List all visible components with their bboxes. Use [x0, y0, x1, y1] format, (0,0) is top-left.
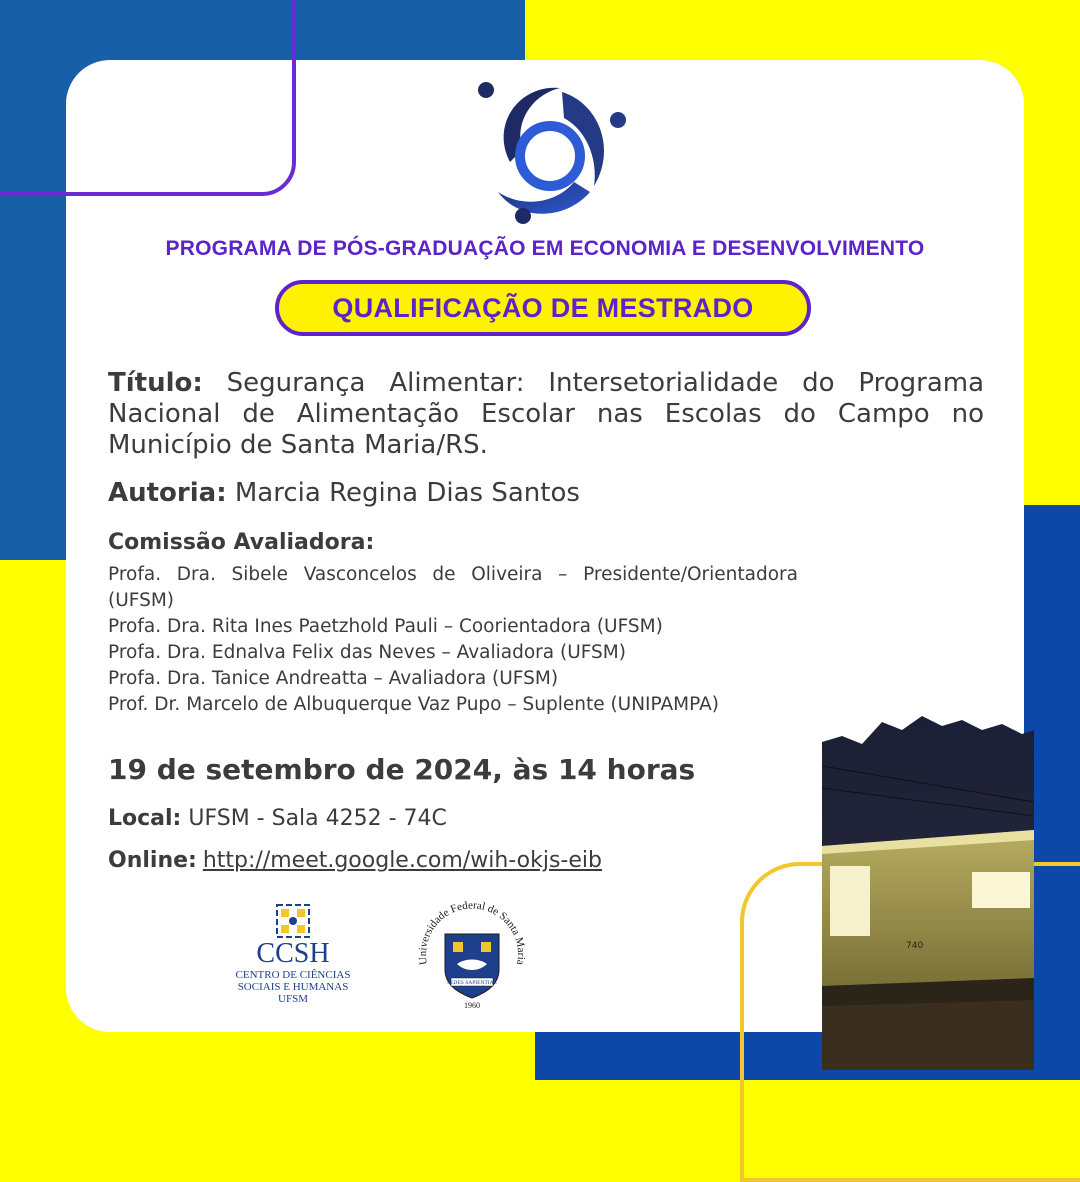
title-label: Título:	[108, 368, 203, 398]
location-line	[108, 806, 447, 831]
ufsm-seal-text: Universidade Federal de Santa Maria	[416, 899, 528, 966]
decorative-purple-line	[0, 0, 296, 196]
meeting-link[interactable]: http://meet.google.com/wih-okjs-eib	[202, 848, 602, 873]
author-line	[108, 478, 580, 508]
building-number: 740	[906, 941, 924, 951]
committee-heading: Comissão Avaliadora:	[108, 530, 375, 555]
ccsh-title: CCSH	[256, 938, 330, 969]
ccsh-subtitle-2: SOCIAIS E HUMANAS	[237, 981, 349, 993]
online-line	[108, 848, 602, 873]
ccsh-emblem-icon	[275, 903, 311, 939]
committee-member: Profa. Dra. Tanice Andreatta – Avaliadora (UFSM)	[108, 668, 559, 689]
ufsm-motto: SEDES SAPIENTIAE	[447, 980, 497, 986]
committee-member: Profa. Dra. Rita Ines Paetzhold Pauli – Coorientadora (UFSM)	[108, 616, 663, 637]
thesis-title	[108, 368, 984, 461]
location-value: UFSM - Sala 4252 - 74C	[188, 806, 447, 831]
ufsm-year: 1960	[464, 1001, 480, 1010]
program-name: PROGRAMA DE PÓS-GRADUAÇÃO EM ECONOMIA E DESENVOLVIMENTO	[165, 237, 925, 260]
author-label: Autoria:	[108, 478, 227, 508]
author-name: Marcia Regina Dias Santos	[234, 478, 580, 508]
program-logo-icon	[470, 74, 630, 226]
committee-member: Prof. Dr. Marcelo de Albuquerque Vaz Pupo – Suplente (UNIPAMPA)	[108, 694, 719, 715]
ccsh-subtitle-3: UFSM	[278, 993, 308, 1005]
ccsh-subtitle-1: CENTRO DE CIÊNCIAS	[235, 969, 351, 981]
event-type-badge: QUALIFICAÇÃO DE MESTRADO	[275, 280, 811, 336]
location-label: Local:	[108, 806, 182, 831]
event-date: 19 de setembro de 2024, às 14 horas	[108, 753, 696, 786]
online-label: Online:	[108, 848, 197, 873]
committee-list	[108, 562, 798, 718]
ufsm-seal-logo	[413, 898, 531, 1016]
ccsh-logo	[228, 903, 358, 1005]
title-text: Segurança Alimentar: Intersetorialidade do Programa Nacional de Alimentação Escolar nas Escolas do Campo no Município de Santa Maria/RS.	[108, 368, 985, 460]
campus-building-photo	[822, 716, 1034, 1070]
committee-member: Profa. Dra. Ednalva Felix das Neves – Avaliadora (UFSM)	[108, 642, 626, 663]
committee-member: Profa. Dra. Sibele Vasconcelos de Oliveira – Presidente/Orientadora (UFSM)	[108, 564, 798, 611]
